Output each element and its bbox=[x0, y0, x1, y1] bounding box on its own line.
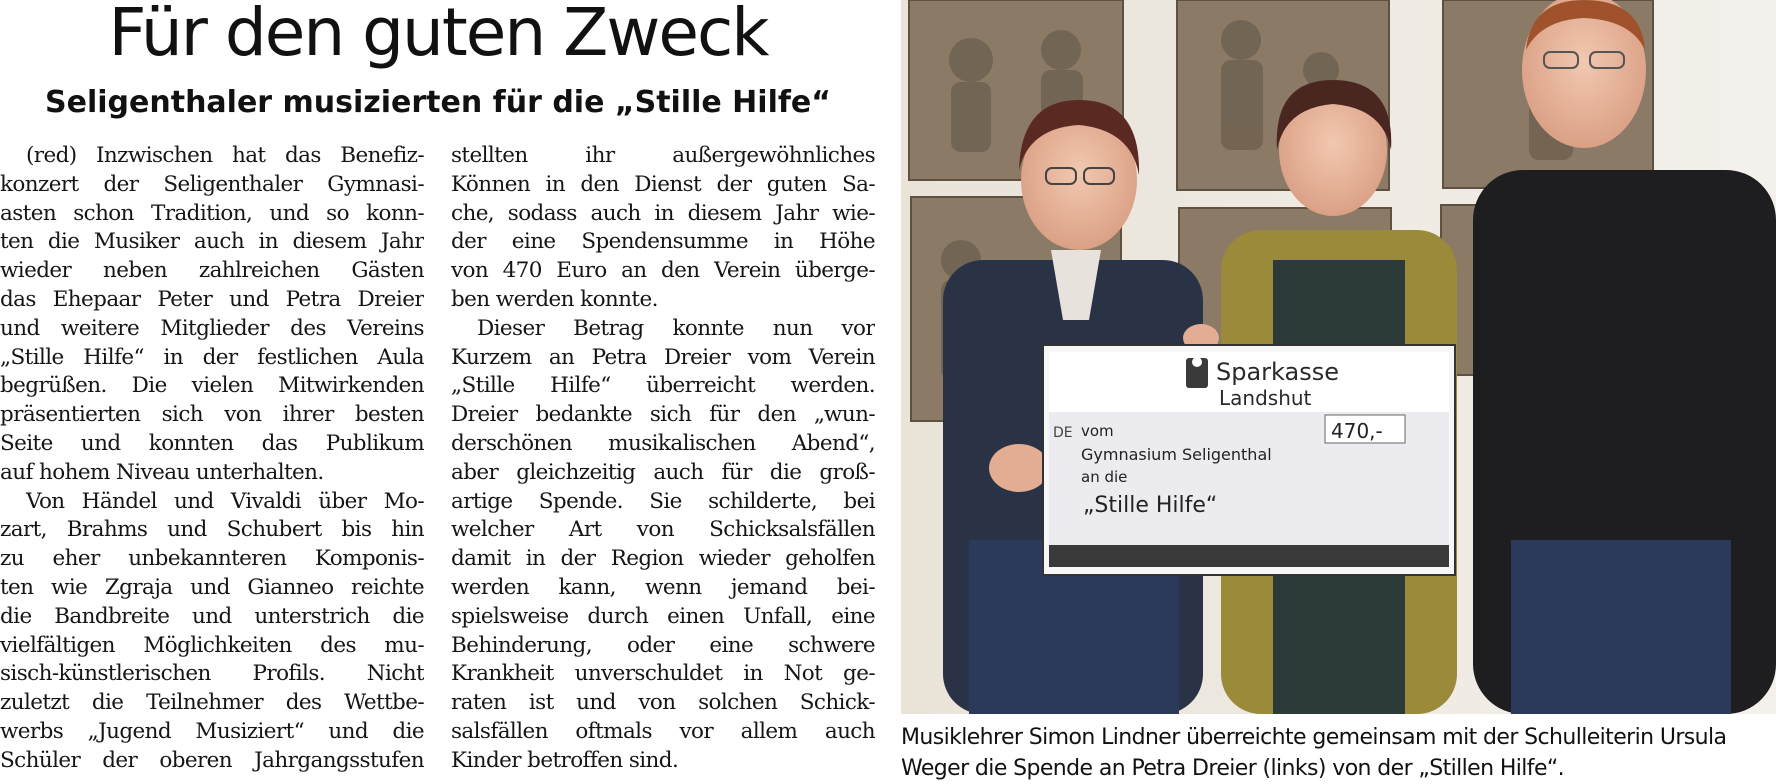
article-line: aber gleichzeitig auch für die groß- bbox=[451, 459, 875, 485]
article-line: Krankheit unverschuldet in Not ge- bbox=[451, 661, 875, 687]
article-line: zuletzt die Teilnehmer des Wettbe- bbox=[0, 690, 424, 716]
article-line: Behinderung, oder eine schwere bbox=[451, 632, 875, 658]
article-line: ten die Musiker auch in diesem Jahr bbox=[0, 229, 424, 255]
cheque-from-name: Gymnasium Seligenthal bbox=[1081, 445, 1272, 464]
article-line: die Bandbreite und unterstrich die bbox=[0, 603, 424, 629]
cheque-amount: 470,- bbox=[1331, 419, 1383, 443]
article-line: welcher Art von Schicksalsfällen bbox=[451, 517, 875, 543]
caption-line: Musiklehrer Simon Lindner überreichte gemeinsam mit der Schulleiterin Ursula bbox=[901, 725, 1727, 750]
article-column-1 bbox=[0, 142, 424, 776]
article-line: artige Spende. Sie schilderte, bei bbox=[451, 488, 875, 514]
article-photo bbox=[901, 0, 1776, 714]
article-line: vielfältigen Möglichkeiten des mu- bbox=[0, 632, 424, 658]
article-line: zart, Brahms und Schubert bis hin bbox=[0, 517, 424, 543]
article-line: asten schon Tradition, und so konn- bbox=[0, 200, 424, 226]
article-line: auf hohem Niveau unterhalten. bbox=[0, 459, 324, 485]
article-line: Kurzem an Petra Dreier vom Verein bbox=[451, 344, 875, 370]
cheque-bank-city: Landshut bbox=[1219, 386, 1312, 410]
caption-line: Weger die Spende an Petra Dreier (links) von der „Stillen Hilfe“. bbox=[901, 756, 1565, 781]
cheque-from-label: vom bbox=[1081, 422, 1114, 440]
article-column-2 bbox=[451, 142, 875, 776]
article-line: damit in der Region wieder geholfen bbox=[451, 546, 875, 572]
article-line: salsfällen oftmals vor allem auch bbox=[451, 718, 875, 744]
article-line: von 470 Euro an den Verein überge- bbox=[451, 258, 875, 284]
article-line: raten ist und von solchen Schick- bbox=[451, 690, 875, 716]
article-line: Dreier bedankte sich für den „wun- bbox=[451, 402, 875, 428]
article-line: „Stille Hilfe“ überreicht werden. bbox=[451, 373, 875, 399]
donation-cheque bbox=[1043, 345, 1455, 575]
article-line: der eine Spendensumme in Höhe bbox=[451, 229, 875, 255]
article-line: konzert der Seligenthaler Gymnasi- bbox=[0, 171, 424, 197]
article-line: (red) Inzwischen hat das Benefiz- bbox=[26, 143, 424, 168]
article-line: Seite und konnten das Publikum bbox=[0, 430, 424, 456]
article-line: zu eher unbekannteren Komponis- bbox=[0, 546, 424, 572]
article-line: wieder neben zahlreichen Gästen bbox=[0, 258, 424, 284]
article-line: che, sodass auch in diesem Jahr wie- bbox=[451, 200, 875, 226]
photo-caption bbox=[901, 722, 1776, 784]
article-line: präsentierten sich von ihrer besten bbox=[0, 402, 424, 428]
article-line: sisch-künstlerischen Profils. Nicht bbox=[0, 661, 424, 687]
article-line: stellten ihr außergewöhnliches bbox=[451, 143, 875, 168]
article-line: Schüler der oberen Jahrgangsstufen bbox=[0, 747, 424, 773]
cheque-bank: Sparkasse bbox=[1216, 358, 1339, 386]
article-line: Dieser Betrag konnte nun vor bbox=[477, 315, 875, 341]
article-line: Kinder betroffen sind. bbox=[451, 747, 679, 773]
sparkasse-logo-icon bbox=[1186, 357, 1208, 388]
subheadline: Seligenthaler musizierten für die „Stille Hilfe“ bbox=[45, 85, 831, 120]
cheque-to-label: an die bbox=[1081, 468, 1128, 486]
article-line: werden kann, wenn jemand bei- bbox=[451, 574, 875, 600]
article-line: derschönen musikalischen Abend“, bbox=[451, 430, 875, 456]
article-line: spielsweise durch einen Unfall, eine bbox=[451, 603, 875, 629]
article-line: ten wie Zgraja und Gianneo reichte bbox=[0, 574, 424, 600]
cheque-to-name: „Stille Hilfe“ bbox=[1083, 493, 1218, 518]
article-line: das Ehepaar Peter und Petra Dreier bbox=[0, 286, 424, 312]
headline: Für den guten Zweck bbox=[108, 0, 768, 71]
cheque-country: DE bbox=[1053, 425, 1073, 441]
article-line: „Stille Hilfe“ in der festlichen Aula bbox=[0, 344, 424, 370]
article-line: begrüßen. Die vielen Mitwirkenden bbox=[0, 373, 424, 399]
article-line: Von Händel und Vivaldi über Mo- bbox=[26, 488, 424, 514]
article-line: werbs „Jugend Musiziert“ und die bbox=[0, 718, 424, 744]
photo-illustration bbox=[901, 0, 1776, 714]
article-line: und weitere Mitglieder des Vereins bbox=[0, 315, 424, 341]
article-line: Können in den Dienst der guten Sa- bbox=[451, 171, 875, 197]
article-line: ben werden konnte. bbox=[451, 286, 658, 312]
